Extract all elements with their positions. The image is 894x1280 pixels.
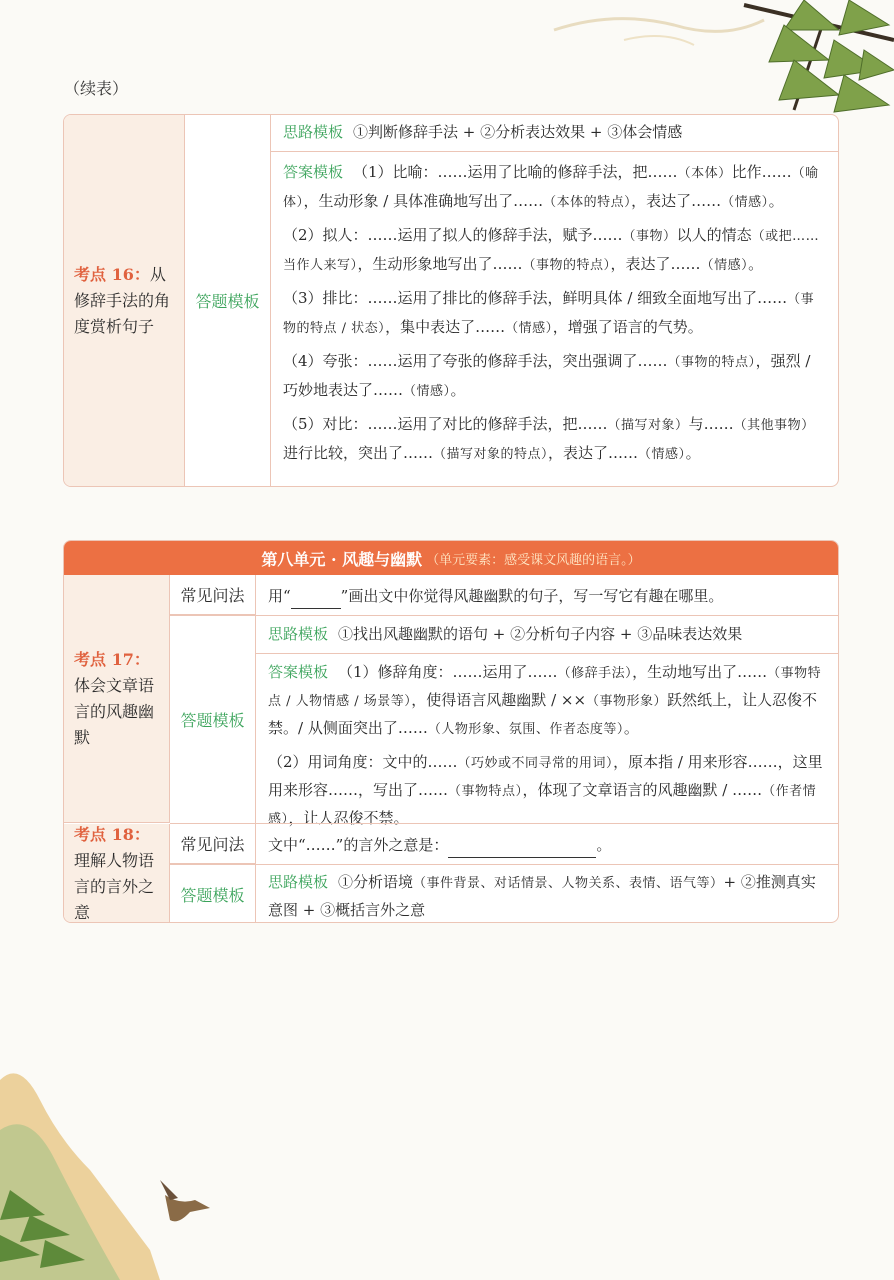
row-divider xyxy=(170,864,839,865)
kp17-answer-label: 答题模板 xyxy=(180,711,245,730)
unit8-header xyxy=(64,541,838,575)
blank-line xyxy=(448,831,596,858)
kaodian-18-cell xyxy=(64,824,170,923)
kp17-approach-row: 思路模板 ①找出风趣幽默的语句 + ②分析句子内容 + ③品味表达效果 xyxy=(268,625,743,643)
kp17-answer-content xyxy=(256,659,838,833)
kp17-question-label-cell xyxy=(170,575,256,615)
kp18-question-label-cell xyxy=(170,824,256,864)
approach-template-tag: 思路模板 xyxy=(283,123,344,141)
row-divider xyxy=(271,151,839,152)
answer-item-hyperbole: （4）夸张：……运用了夸张的修辞手法，突出强调了……（事物的特点），强烈 / 巧妙地表达了……（情感）。 xyxy=(283,352,811,399)
kp18-question-label: 常见问法 xyxy=(180,835,245,854)
answer-item-parallelism: （3）排比：……运用了排比的修辞手法，鲜明具体 / 细致全面地写出了……（事物的特点 / 状态），集中表达了……（情感），增强了语言的气势。 xyxy=(283,289,815,336)
blank-line xyxy=(291,582,341,609)
kp17-answer-wording: （2）用词角度：文中的……（巧妙或不同寻常的用词），原本指 / 用来形容……，这里用来形容……，写出了……（事物特点），体现了文章语言的风趣幽默 / ……（作者情感），让人忍俊不禁。 xyxy=(268,753,823,827)
answer-template-label: 答题模板 xyxy=(195,292,260,311)
answer-template-content xyxy=(271,159,839,468)
answer-item-personification: （2）拟人：……运用了拟人的修辞手法，赋予……（事物）以人的情态（或把……当作人来写），生动形象地写出了……（事物的特点），表达了……（情感）。 xyxy=(283,226,820,273)
mountain-landscape-decoration xyxy=(0,1020,260,1280)
unit8-element: （单元要素：感受课文风趣的语言。） xyxy=(426,552,641,568)
answer-item-metaphor: 答案模板 （1）比喻：……运用了比喻的修辞手法，把……（本体）比作……（喻体），生动形象 / 具体准确地写出了……（本体的特点），表达了……（情感）。 xyxy=(283,163,819,210)
kp18-approach-row: 思路模板 ①分析语境（事件背景、对话情景、人物关系、表情、语气等）+ ②推测真实意图 + ③概括言外之意 xyxy=(268,873,816,919)
approach-template-text: ①判断修辞手法 + ②分析表达效果 + ③体会情感 xyxy=(353,123,683,141)
answer-template-label-cell xyxy=(185,115,271,486)
kp18-question-text: 文中“……”的言外之意是： 。 xyxy=(256,831,836,858)
rhetoric-table xyxy=(63,114,839,487)
kp18-answer-label: 答题模板 xyxy=(180,886,245,905)
pine-branch-decoration xyxy=(494,0,894,130)
kaodian-16-title: 考点 16：从修辞手法的角度赏析句子 xyxy=(74,264,171,336)
kaodian-17-title: 考点 17：体会文章语言的风趣幽默 xyxy=(74,649,155,747)
continued-label: （续表） xyxy=(64,79,129,98)
kp18-answer-label-cell xyxy=(170,865,256,923)
row-divider xyxy=(256,653,839,654)
unit8-table xyxy=(63,540,839,923)
kp17-answer-rhetoric: 答案模板 （1）修辞角度：……运用了……（修辞手法），生动地写出了……（事物特点 / 人物情感 / 场景等），使得语言风趣幽默 / ××（事物形象）跃然纸上，让人忍俊不禁。/ 从侧面突出了……（人物形象、氛围、作者态度等）。 xyxy=(268,663,822,737)
kp17-question-text: 用“ ”画出文中你觉得风趣幽默的句子，写一写它有趣在哪里。 xyxy=(256,582,836,609)
answer-item-contrast: （5）对比：……运用了对比的修辞手法，把……（描写对象）与……（其他事物）进行比较，突出了……（描写对象的特点），表达了……（情感）。 xyxy=(283,415,815,462)
kp17-answer-label-cell xyxy=(170,616,256,823)
row-divider xyxy=(170,823,839,824)
kaodian-17-cell xyxy=(64,575,170,823)
kp17-question-label: 常见问法 xyxy=(180,586,245,605)
row-divider xyxy=(170,615,839,616)
kaodian-18-title: 考点 18：理解人物语言的言外之意 xyxy=(74,825,155,922)
approach-template-row xyxy=(271,119,837,145)
kaodian-16-cell xyxy=(64,115,185,486)
unit8-title: 第八单元 · 风趣与幽默 xyxy=(261,549,423,569)
